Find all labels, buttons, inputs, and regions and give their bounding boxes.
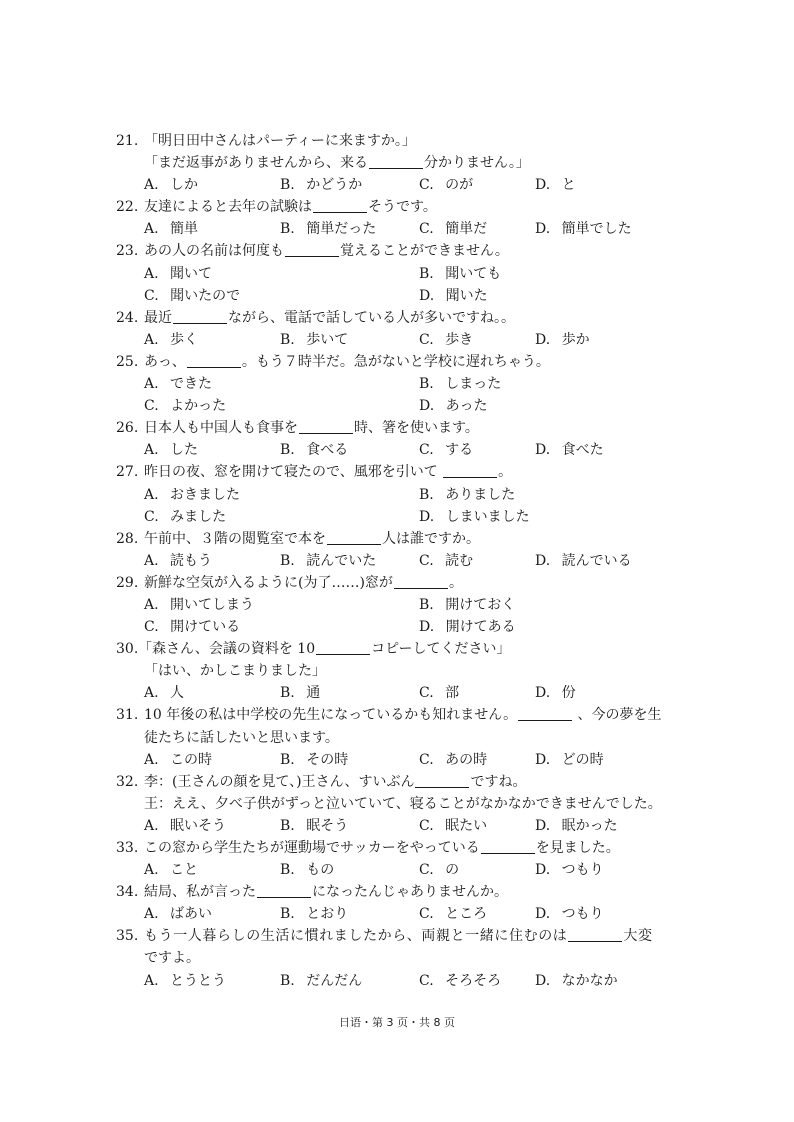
question-stem bbox=[116, 461, 696, 483]
answer-option[interactable]: D. 簡単でした bbox=[535, 221, 632, 238]
answer-blank bbox=[299, 419, 353, 434]
question-text-before-blank: 結局、私が言った bbox=[144, 884, 256, 901]
question-text-before-blank: 「まだ返事がありませんから、来る bbox=[144, 155, 368, 172]
question-item bbox=[116, 307, 696, 351]
answer-option[interactable]: C. ところ bbox=[419, 906, 488, 923]
answer-blank bbox=[518, 706, 572, 721]
answer-option[interactable]: B. 簡単だった bbox=[280, 221, 377, 238]
answer-option[interactable]: A. この時 bbox=[144, 751, 213, 768]
question-text-after-blank: 。 bbox=[498, 464, 513, 481]
question-text-before-blank: 新鮮な空気が入るように(为了……)窓が bbox=[144, 574, 393, 591]
question-item bbox=[116, 572, 696, 638]
answer-option[interactable]: D. つもり bbox=[535, 906, 604, 923]
answer-option[interactable]: B. もの bbox=[280, 862, 335, 879]
answer-blank bbox=[313, 198, 367, 213]
question-text-before-blank: 最近 bbox=[144, 309, 172, 326]
answer-option[interactable]: B. 食べる bbox=[280, 442, 349, 459]
answer-blank bbox=[481, 839, 535, 854]
question-continuation bbox=[116, 727, 696, 749]
question-item bbox=[116, 925, 696, 991]
answer-option[interactable]: A. 眠いそう bbox=[144, 817, 227, 834]
question-continuation bbox=[116, 793, 696, 815]
question-text-before-blank: 日本人も中国人も食事を bbox=[144, 420, 298, 437]
options-row bbox=[116, 484, 696, 506]
question-text-before-blank: 昨日の夜、窓を開けて寝たので、風邪を引いて bbox=[144, 464, 443, 481]
question-number: 28. bbox=[116, 530, 139, 547]
answer-blank bbox=[394, 574, 448, 589]
answer-option[interactable]: C. する bbox=[419, 442, 474, 459]
options-row bbox=[116, 903, 696, 925]
answer-option[interactable]: D. 開けてある bbox=[419, 619, 516, 636]
answer-option[interactable]: D. 食べた bbox=[535, 442, 604, 459]
question-text bbox=[144, 771, 526, 793]
question-text bbox=[144, 837, 620, 859]
question-text-before-blank: 「森さん、会議の資料を 10 bbox=[138, 641, 316, 658]
answer-blank bbox=[568, 927, 622, 942]
answer-option[interactable]: A. できた bbox=[144, 376, 213, 393]
question-number: 31. bbox=[116, 707, 139, 724]
answer-option[interactable]: C. 眠たい bbox=[419, 817, 488, 834]
answer-option[interactable]: A. おきました bbox=[144, 486, 241, 503]
question-number: 23. bbox=[116, 243, 139, 260]
question-text bbox=[144, 881, 508, 903]
question-stem bbox=[116, 881, 696, 903]
options-row bbox=[116, 218, 696, 240]
answer-option[interactable]: C. 部 bbox=[419, 685, 460, 702]
question-text bbox=[144, 196, 437, 218]
question-text-before-blank: あっ、 bbox=[144, 353, 186, 370]
question-text-after-blank: 覚えることができません。 bbox=[340, 243, 509, 260]
question-number: 32. bbox=[116, 773, 139, 790]
answer-option[interactable]: A. とうとう bbox=[144, 972, 227, 989]
question-item bbox=[116, 771, 696, 837]
answer-blank bbox=[369, 154, 423, 169]
question-stem bbox=[116, 837, 696, 859]
answer-option[interactable]: C. 聞いたので bbox=[144, 287, 241, 304]
question-list bbox=[116, 130, 696, 992]
question-text bbox=[144, 351, 550, 373]
question-text: 「はい、かしこまりました」 bbox=[144, 663, 326, 680]
question-continuation bbox=[116, 660, 696, 682]
question-number: 24. bbox=[116, 309, 139, 326]
question-continuation bbox=[116, 152, 696, 174]
question-stem bbox=[116, 572, 696, 594]
question-stem bbox=[116, 771, 696, 793]
answer-option[interactable]: D. 份 bbox=[535, 685, 576, 702]
options-row bbox=[116, 682, 696, 704]
question-item bbox=[116, 351, 696, 417]
question-text bbox=[144, 528, 480, 550]
answer-option[interactable]: D. あった bbox=[419, 398, 488, 415]
options-row bbox=[116, 395, 696, 417]
question-text-before-blank: この窓から学生たちが運動場でサッカーをやっている bbox=[144, 840, 480, 856]
question-item bbox=[116, 417, 696, 461]
question-text-before-blank: 友達によると去年の試験は bbox=[144, 199, 312, 216]
options-row bbox=[116, 749, 696, 771]
options-row bbox=[116, 174, 696, 196]
question-stem bbox=[116, 130, 696, 152]
question-text bbox=[144, 307, 515, 329]
answer-option[interactable]: A. ばあい bbox=[144, 906, 213, 923]
answer-option[interactable]: B. だんだん bbox=[280, 972, 363, 989]
answer-blank bbox=[415, 773, 469, 788]
question-text-after-blank: 人は誰ですか。 bbox=[382, 530, 480, 547]
answer-option[interactable]: A. した bbox=[144, 442, 199, 459]
answer-option[interactable]: D. しまいました bbox=[419, 508, 530, 525]
question-text-after-blank: になったんじゃありませんか。 bbox=[312, 884, 508, 901]
question-text bbox=[144, 417, 479, 439]
options-row bbox=[116, 439, 696, 461]
answer-blank bbox=[316, 640, 370, 655]
options-row bbox=[116, 285, 696, 307]
answer-option[interactable]: D. 聞いた bbox=[419, 287, 488, 304]
answer-blank bbox=[187, 353, 241, 368]
answer-option[interactable]: B. ありました bbox=[419, 486, 516, 503]
answer-option[interactable]: D. 読んでいる bbox=[535, 552, 632, 569]
question-text bbox=[144, 461, 512, 483]
answer-option[interactable]: A. 聞いて bbox=[144, 265, 213, 282]
answer-option[interactable]: B. 聞いても bbox=[419, 265, 502, 282]
question-item bbox=[116, 837, 696, 881]
question-text bbox=[144, 155, 530, 171]
question-stem bbox=[116, 240, 696, 262]
question-text-before-blank: もう一人暮らしの生活に慣れましたから、両親と一緒に住むのは bbox=[144, 928, 568, 945]
answer-option[interactable]: C. 読む bbox=[419, 552, 474, 569]
question-number: 27. bbox=[116, 464, 139, 481]
answer-option[interactable]: D. 歩か bbox=[535, 331, 590, 348]
answer-option[interactable]: C. よかった bbox=[144, 398, 227, 415]
question-text-before-blank: 午前中、３階の閲覧室で本を bbox=[144, 530, 326, 547]
answer-option[interactable]: D. なかなか bbox=[535, 972, 618, 989]
question-text-after-blank: 時、箸を使います。 bbox=[354, 420, 479, 437]
options-row bbox=[116, 594, 696, 616]
question-item bbox=[116, 528, 696, 572]
answer-blank bbox=[257, 883, 311, 898]
options-row bbox=[116, 970, 696, 992]
answer-blank bbox=[327, 530, 381, 545]
answer-option[interactable]: C. そろそろ bbox=[419, 972, 502, 989]
question-item bbox=[116, 638, 696, 704]
answer-option[interactable]: A. しか bbox=[144, 177, 199, 194]
question-text: 王：ええ、夕べ子供がずっと泣いていて、寝ることがなかなかできませんでした。 bbox=[144, 795, 662, 812]
answer-option[interactable]: A. こと bbox=[144, 862, 199, 879]
answer-option[interactable]: A. 読もう bbox=[144, 552, 213, 569]
question-item bbox=[116, 704, 696, 770]
question-text-after-blank: 、今の夢を生 bbox=[573, 707, 662, 724]
answer-option[interactable]: C. のが bbox=[419, 177, 474, 194]
question-number: 26. bbox=[116, 420, 139, 437]
question-number: 34. bbox=[116, 884, 139, 901]
answer-option[interactable]: C. 簡単だ bbox=[419, 221, 488, 238]
answer-blank bbox=[285, 242, 339, 257]
question-text-before-blank: 李：(王さんの顔を見て、)王さん、すいぶん bbox=[144, 773, 415, 790]
question-stem bbox=[116, 351, 696, 373]
answer-option[interactable]: C. 歩き bbox=[419, 331, 474, 348]
question-text-after-blank: コピーしてください」 bbox=[371, 641, 511, 658]
question-number: 21. bbox=[116, 133, 139, 149]
question-item bbox=[116, 881, 696, 925]
question-number: 35. bbox=[116, 928, 139, 945]
question-item bbox=[116, 240, 696, 306]
answer-option[interactable]: A. 簡単 bbox=[144, 221, 199, 238]
question-item bbox=[116, 196, 696, 240]
question-text-after-blank: 。もう７時半だ。急がないと学校に遅れちゃう。 bbox=[241, 353, 550, 370]
answer-option[interactable]: C. あの時 bbox=[419, 751, 488, 768]
page-footer: 日语・第 3 页・共 8 页 bbox=[339, 1016, 455, 1029]
question-text bbox=[144, 572, 463, 594]
question-number: 25. bbox=[116, 353, 139, 370]
question-text bbox=[144, 704, 662, 726]
answer-blank bbox=[443, 463, 497, 478]
question-text bbox=[144, 925, 653, 947]
answer-option[interactable]: B. 眠そう bbox=[280, 817, 349, 834]
options-row bbox=[116, 329, 696, 351]
options-row bbox=[116, 263, 696, 285]
question-number: 22. bbox=[116, 199, 139, 216]
options-row bbox=[116, 815, 696, 837]
answer-option[interactable]: B. かどうか bbox=[280, 177, 363, 194]
question-text-after-blank: を見ました。 bbox=[535, 840, 620, 856]
question-stem bbox=[116, 417, 696, 439]
options-row bbox=[116, 550, 696, 572]
question-number: 29. bbox=[116, 574, 139, 591]
question-text bbox=[138, 638, 511, 660]
options-row bbox=[116, 616, 696, 638]
question-text-before-blank: あの人の名前は何度も bbox=[144, 243, 284, 260]
answer-option[interactable]: A. 人 bbox=[144, 685, 185, 702]
question-text-after-blank: そうです。 bbox=[368, 199, 437, 216]
answer-option[interactable]: D. と bbox=[535, 177, 576, 194]
answer-option[interactable]: B. その時 bbox=[280, 751, 349, 768]
question-text: 「明日田中さんはパーティーに来ますか。」 bbox=[144, 133, 416, 149]
answer-blank bbox=[173, 309, 227, 324]
question-continuation bbox=[116, 947, 696, 969]
answer-option[interactable]: A. 開いてしまう bbox=[144, 596, 255, 613]
answer-option[interactable]: C. みました bbox=[144, 508, 227, 525]
question-number: 30. bbox=[116, 641, 139, 658]
question-item bbox=[116, 461, 696, 527]
answer-option[interactable]: D. 眠かった bbox=[535, 817, 618, 834]
question-stem bbox=[116, 638, 696, 660]
question-text bbox=[144, 240, 509, 262]
answer-option[interactable]: C. の bbox=[419, 862, 460, 879]
question-stem bbox=[116, 528, 696, 550]
question-text-after-blank: 。 bbox=[448, 574, 463, 591]
question-stem bbox=[116, 196, 696, 218]
question-stem bbox=[116, 307, 696, 329]
answer-option[interactable]: B. 開けておく bbox=[419, 596, 516, 613]
question-item bbox=[116, 130, 696, 196]
question-text-before-blank: 10 年後の私は中学校の先生になっているかも知れません。 bbox=[144, 707, 518, 724]
question-text-after-blank: ですね。 bbox=[470, 773, 527, 790]
answer-option[interactable]: B. 歩いて bbox=[280, 331, 349, 348]
question-text: ですよ。 bbox=[144, 950, 200, 967]
options-row bbox=[116, 859, 696, 881]
answer-option[interactable]: B. 読んでいた bbox=[280, 552, 377, 569]
answer-option[interactable]: A. 歩く bbox=[144, 331, 199, 348]
question-number: 33. bbox=[116, 840, 139, 856]
question-text-after-blank: 大変 bbox=[623, 928, 653, 945]
answer-option[interactable]: B. しまった bbox=[419, 376, 502, 393]
answer-option[interactable]: D. どの時 bbox=[535, 751, 604, 768]
options-row bbox=[116, 373, 696, 395]
question-stem bbox=[116, 704, 696, 726]
answer-option[interactable]: D. つもり bbox=[535, 862, 604, 879]
answer-option[interactable]: B. 通 bbox=[280, 685, 321, 702]
options-row bbox=[116, 506, 696, 528]
question-text-after-blank: 分かりません。」 bbox=[424, 155, 530, 172]
answer-option[interactable]: B. とおり bbox=[280, 906, 349, 923]
question-text: 徒たちに話したいと思います。 bbox=[144, 729, 339, 746]
answer-option[interactable]: C. 開けている bbox=[144, 619, 241, 636]
question-text-after-blank: ながら、電話で話している人が多いですね。。 bbox=[228, 309, 515, 326]
question-stem bbox=[116, 925, 696, 947]
